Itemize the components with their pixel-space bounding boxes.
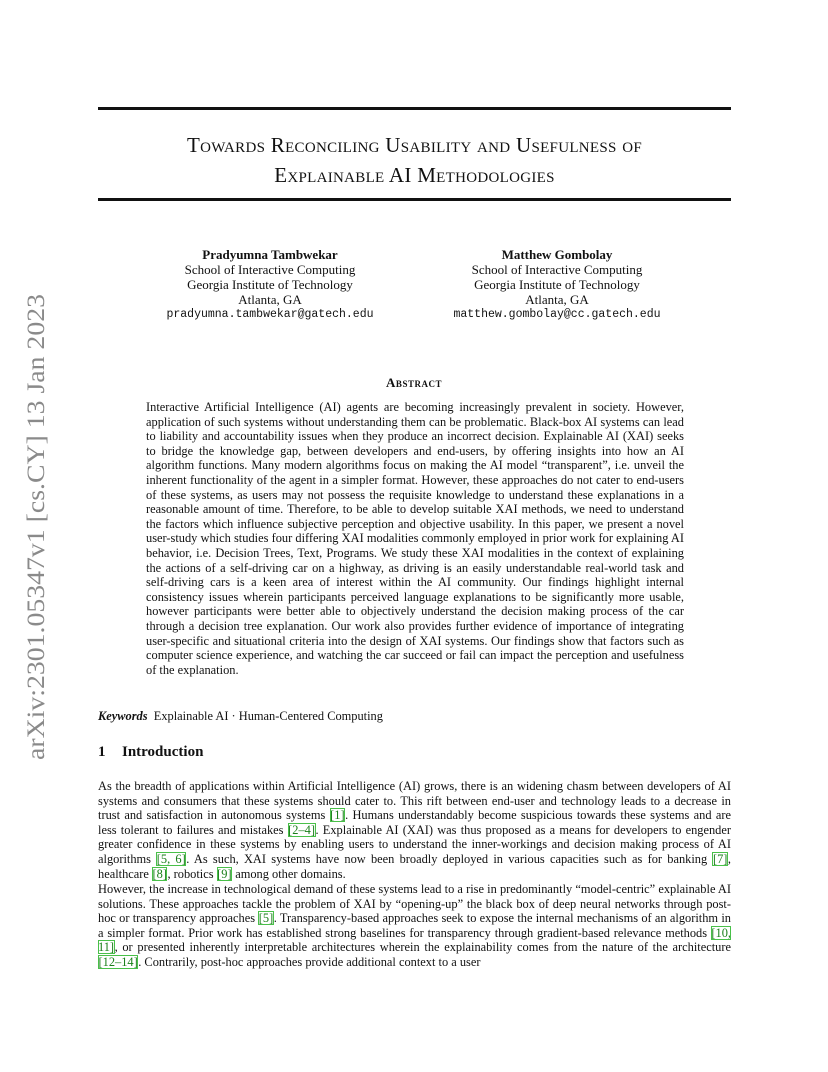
text-run: . Transparency-based approaches seek to expose the internal mechanisms of an algorithm in a simpler format. Prior work has established strong baselines for transparency through gradient-based relevance methods — [98, 911, 731, 940]
citation-link[interactable]: [7] — [712, 851, 728, 866]
text-run: . Explainable AI (XAI) was thus proposed as a means for developers to engender greater confidence in these systems by enabling users to understand the inner-workings and decision making process of AI algorithms — [98, 822, 731, 866]
arxiv-stamp-text: arXiv:2301.05347v1 [cs.CY] 13 Jan 2023 — [23, 340, 50, 760]
author-institute: Georgia Institute of Technology — [474, 277, 640, 292]
author-1 — [120, 247, 420, 322]
intro-paragraph-1 — [98, 779, 731, 881]
text-run: , healthcare — [98, 851, 731, 881]
keywords-line — [98, 709, 731, 724]
title-line-1: Towards Reconciling Usability and Usefulness of — [186, 133, 643, 157]
citation-link[interactable]: [9] — [217, 866, 232, 881]
author-school: School of Interactive Computing — [471, 262, 643, 277]
text-run: among other domains. — [232, 866, 346, 881]
author-email[interactable]: matthew.gombolay@cc.gatech.edu — [453, 308, 661, 321]
citation-link[interactable]: [10, 11] — [98, 925, 731, 955]
text-run: . Humans understandably become suspicious towards these systems and are less tolerant to failures and mistakes — [98, 808, 732, 837]
paper-title — [98, 130, 731, 190]
author-city: Atlanta, GA — [238, 292, 302, 307]
text-run: , robotics — [167, 866, 217, 881]
title-bottom-rule — [98, 198, 731, 201]
text-run: . Contrarily, post-hoc approaches provide additional context to a user — [138, 954, 481, 969]
citation-link[interactable]: [5, 6] — [156, 851, 186, 866]
abstract-text: Interactive Artificial Intelligence (AI) agents are becoming increasingly prevalent in society. However, application of such systems without understanding them can be problematic. Black-box AI systems can lead to liability and accountability issues when they produce an incorrect decision. Explainable AI (XAI) seeks to bridge the knowledge gap, between developers and end-users, by offering insights into how an AI algorithm functions. Many modern algorithms focus on making the AI model “transparent”, i.e. unveil the inherent functionality of the agent in a simpler format. However, these approaches do not cater to end-users of these systems, as users may not possess the requisite knowledge to understand these explanations in a reasonable amount of time. Therefore, to be able to develop suitable XAI methods, we need to understand the factors which influence subjective perception and objective usability. In this paper, we present a novel user-study which studies four differing XAI modalities commonly employed in prior work for explaining AI behavior, i.e. Decision Trees, Text, Programs. We study these XAI modalities in the context of explaining the actions of a self-driving car on a highway, as driving is an easily understandable real-world task and self-driving cars is a keen area of interest within the AI community. Our findings highlight internal consistency issues wherein participants perceived language explanations to be significantly more usable, however participants were better able to objectively understand the decision making process of the car through a decision tree explanation. Our work also provides further evidence of importance of integrating user-specific and situational criteria into the design of XAI systems. Our findings show that factors such as computer science experience, and watching the car succeed or fail can impact the perception and usefulness of the explanation. — [146, 400, 684, 677]
author-institute: Georgia Institute of Technology — [187, 277, 353, 292]
citation-link[interactable]: [1] — [330, 808, 345, 823]
arxiv-stamp-svg — [22, 290, 50, 760]
keywords-text: Explainable AI · Human-Centered Computing — [153, 709, 383, 723]
author-name: Pradyumna Tambwekar — [202, 247, 338, 262]
citation-link[interactable]: [5] — [258, 911, 274, 926]
section-number: 1 — [98, 744, 106, 760]
title-line-2: Explainable AI Methodologies — [274, 163, 555, 187]
section-title: Introduction — [122, 744, 204, 760]
text-run: , or presented inherently interpretable architectures wherein the explainability comes from the nature of the architecture — [114, 940, 731, 955]
text-run: . As such, XAI systems have now been broadly deployed in various capacities such as for banking — [186, 851, 713, 866]
text-run: As the breadth of applications within Artificial Intelligence (AI) grows, there is an widening chasm between developers of AI systems and consumers that these systems should cater to. This rift between end-user and technology leads to a decrease in trust and satisfaction in autonomous systems — [98, 779, 731, 823]
text-run: However, the increase in technological demand of these systems lead to a rise in predominantly “model-centric” explainable AI solutions. These approaches tackle the problem of XAI by “opening-up” the black box of deep neural networks through post-hoc or transparency approaches — [98, 882, 731, 926]
citation-link[interactable]: [12–14] — [98, 954, 138, 969]
section-heading-introduction — [98, 744, 203, 761]
intro-paragraph-2 — [98, 882, 731, 970]
author-email[interactable]: pradyumna.tambwekar@gatech.edu — [166, 308, 374, 321]
author-school: School of Interactive Computing — [184, 262, 356, 277]
author-2 — [407, 247, 707, 322]
keywords-label: Keywords — [98, 709, 148, 723]
author-name: Matthew Gombolay — [501, 247, 613, 262]
title-top-rule — [98, 107, 731, 110]
citation-link[interactable]: [8] — [152, 866, 167, 881]
citation-link[interactable]: [2–4] — [288, 822, 315, 837]
author-city: Atlanta, GA — [525, 292, 589, 307]
arxiv-side-stamp — [22, 290, 50, 760]
abstract-heading: Abstract — [386, 375, 442, 390]
